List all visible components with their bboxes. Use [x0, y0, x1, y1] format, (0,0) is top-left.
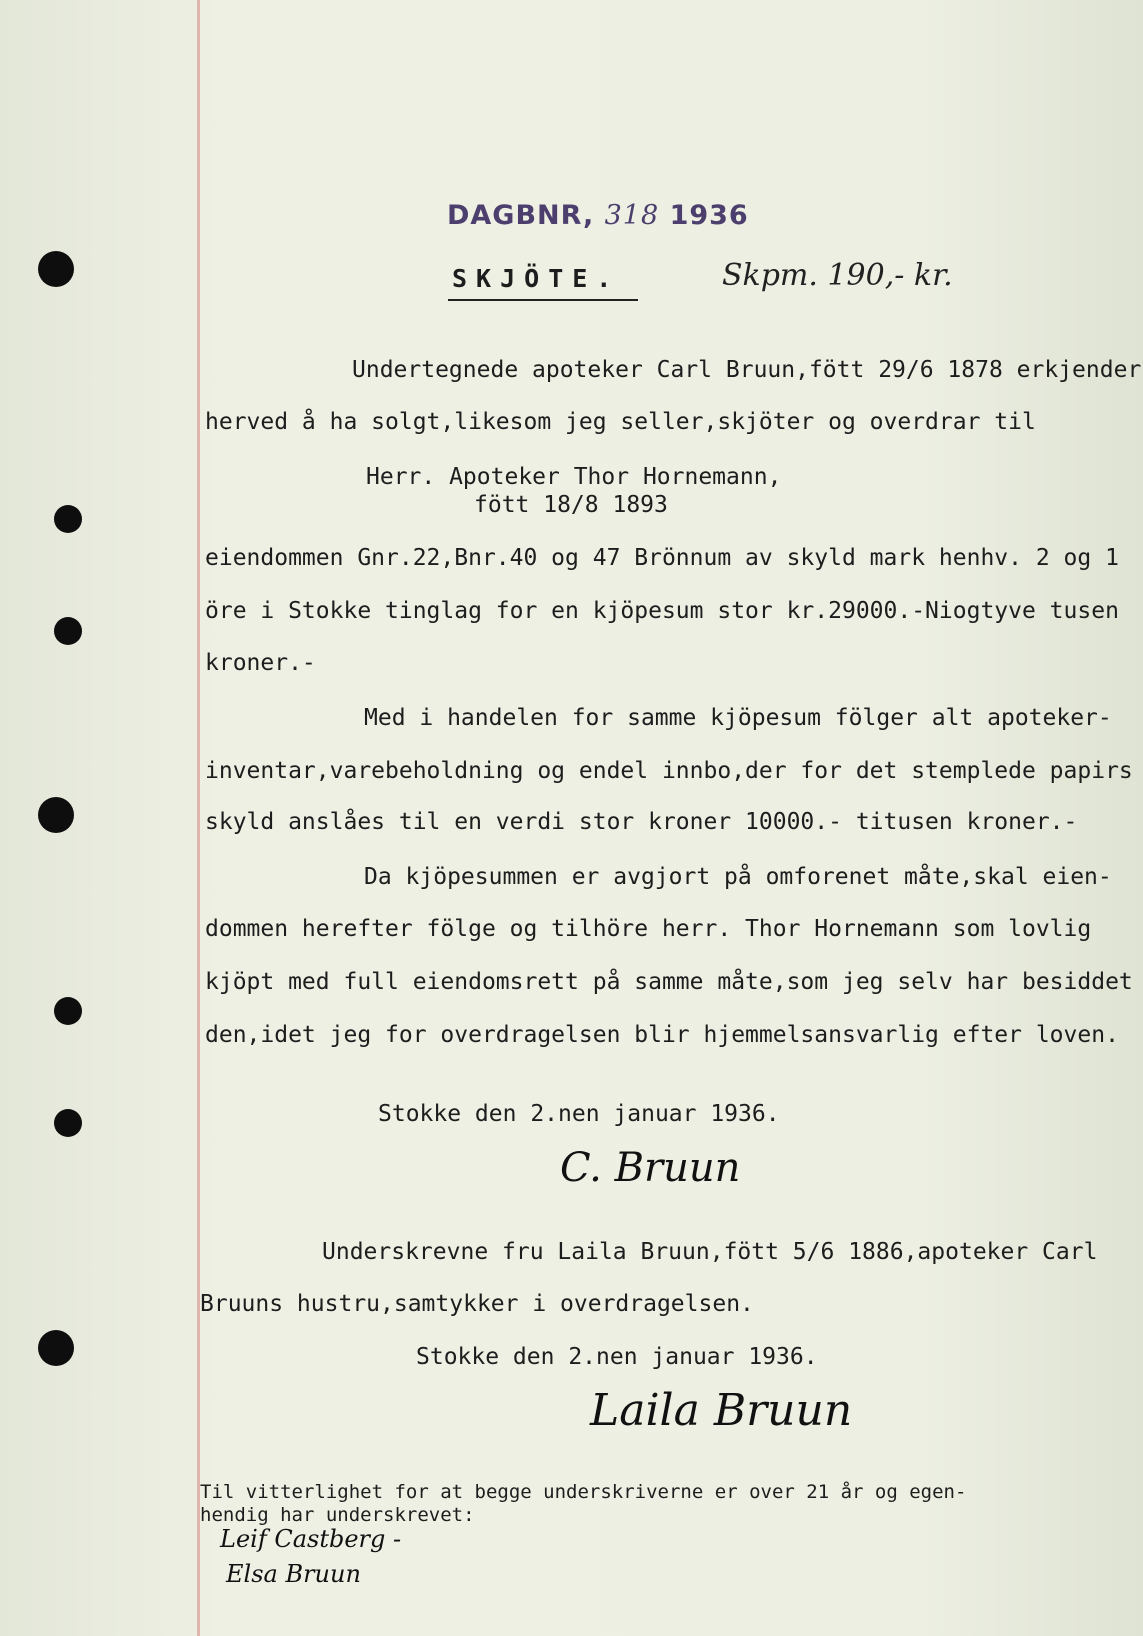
text-line: Underskrevne fru Laila Bruun,fött 5/6 1886,apoteker Carl: [322, 1239, 1098, 1265]
buyer-name: Herr. Apoteker Thor Hornemann,: [366, 464, 782, 490]
spouse-signature: Laila Bruun: [590, 1385, 853, 1436]
text-line: kroner.-: [205, 650, 316, 676]
journal-stamp: [447, 200, 749, 231]
punch-hole: [38, 1330, 74, 1366]
witness-text: Til vitterlighet for at begge underskriverne er over 21 år og egen-: [200, 1481, 967, 1503]
text-line: inventar,varebeholdning og endel innbo,der for det stemplede papirs: [205, 758, 1133, 784]
place-date: Stokke den 2.nen januar 1936.: [378, 1101, 780, 1127]
witness-text: hendig har underskrevet:: [200, 1504, 475, 1526]
text-line: skyld anslåes til en verdi stor kroner 10000.- titusen kroner.-: [205, 809, 1078, 835]
text-line: dommen herefter fölge og tilhöre herr. Thor Hornemann som lovlig: [205, 916, 1092, 942]
text-line: Undertegnede apoteker Carl Bruun,fött 29/6 1878 erkjender: [352, 357, 1142, 383]
punch-hole: [54, 997, 82, 1025]
witness-signature: Leif Castberg -: [220, 1525, 402, 1553]
text-line: öre i Stokke tinglag for en kjöpesum stor kr.29000.-Niogtyve tusen: [205, 598, 1119, 624]
text-line: Med i handelen for samme kjöpesum fölger alt apoteker-: [364, 705, 1112, 731]
stamp-prefix: DAGBNR,: [447, 200, 595, 231]
text-line: kjöpt med full eiendomsrett på samme måte,som jeg selv har besiddet: [205, 969, 1133, 995]
text-line: eiendommen Gnr.22,Bnr.40 og 47 Brönnum av skyld mark henhv. 2 og 1: [205, 545, 1119, 571]
title-underline: [448, 299, 638, 301]
place-date: Stokke den 2.nen januar 1936.: [416, 1344, 818, 1370]
stamp-number: 318: [604, 200, 660, 231]
text-line: den,idet jeg for overdragelsen blir hjemmelsansvarlig efter loven.: [205, 1022, 1119, 1048]
document-title: SKJÖTE.: [452, 264, 621, 293]
buyer-birthdate: fött 18/8 1893: [474, 492, 668, 518]
stamp-year: 1936: [669, 200, 749, 231]
punch-hole: [54, 1109, 82, 1137]
seller-signature: C. Bruun: [560, 1145, 741, 1191]
punch-hole: [54, 505, 82, 533]
fee-note: Skpm. 190,- kr.: [722, 258, 953, 293]
text-line: herved å ha solgt,likesom jeg seller,skjöter og overdrar til: [205, 409, 1036, 435]
witness-signature: Elsa Bruun: [226, 1560, 361, 1588]
punch-hole: [54, 617, 82, 645]
punch-hole: [38, 797, 74, 833]
margin-line: [197, 0, 200, 1636]
text-line: Da kjöpesummen er avgjort på omforenet måte,skal eien-: [364, 864, 1112, 890]
punch-hole: [38, 251, 74, 287]
text-line: Bruuns hustru,samtykker i overdragelsen.: [200, 1291, 754, 1317]
